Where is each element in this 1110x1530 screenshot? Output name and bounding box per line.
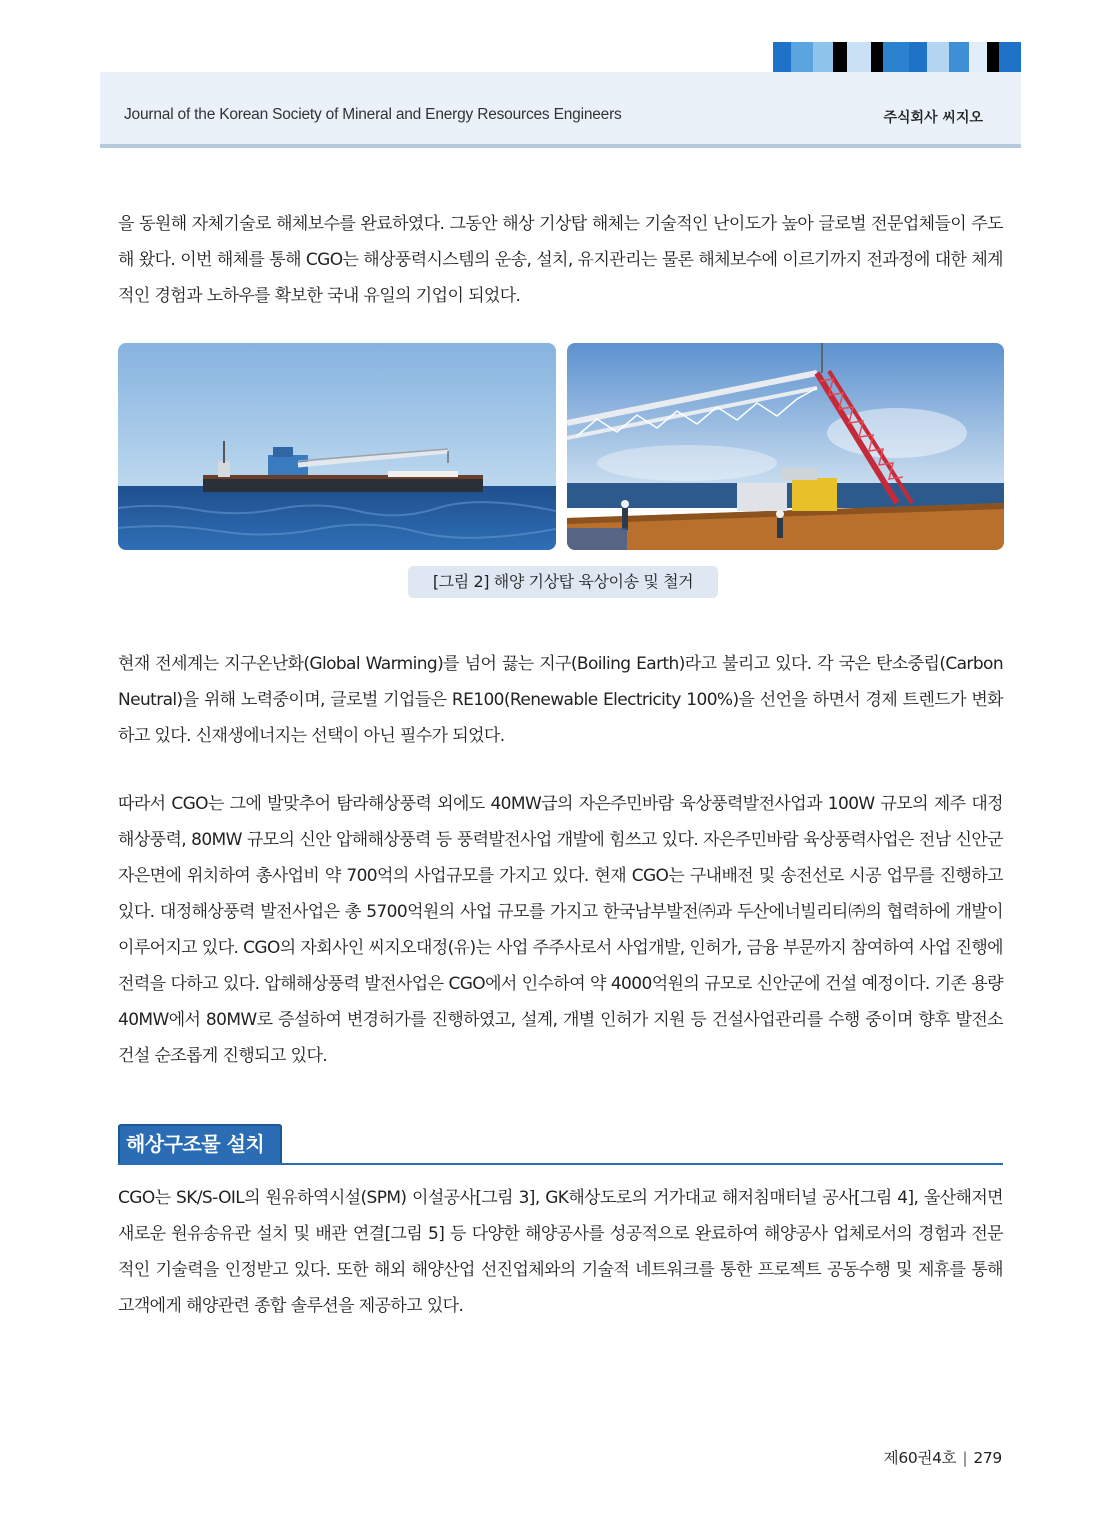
journal-title: Journal of the Korean Society of Mineral and Energy Resources Engineers bbox=[124, 106, 622, 123]
body-paragraph-1: 을 동원해 자체기술로 해체보수를 완료하였다. 그동안 해상 기상탑 해체는 기술적인 난이도가 높아 글로벌 전문업체들이 주도해 왔다. 이번 해체를 통해 CGO는 해상풍력시스템의 운송, 설치, 유지관리는 물론 해체보수에 이르기까지 전과정에 대한 체계적인 경험과 노하우를 확보한 국내 유일의 기업이 되었다. bbox=[118, 214, 1003, 306]
page-footer bbox=[884, 1446, 1002, 1468]
body-paragraph-3: 따라서 CGO는 그에 발맞추어 탐라해상풍력 외에도 40MW급의 자은주민바람 육상풍력발전사업과 100W 규모의 제주 대정해상풍력, 80MW 규모의 신안 압해해상풍력 등 풍력발전사업 개발에 힘쓰고 있다. 자은주민바람 육상풍력사업은 전남 신안군 자은면에 위치하여 총사업비 약 700억의 사업규모를 가지고 있다. 현재 CGO는 구내배전 및 송전선로 시공 업무를 진행하고 있다. 대정해상풍력 발전사업은 총 5700억원의 사업 규모를 가지고 한국남부발전㈜과 두산에너빌리티㈜의 협력하에 개발이 이루어지고 있다. CGO의 자회사인 씨지오대정(유)는 사업 주주사로서 사업개발, 인허가, 금융 부문까지 참여하여 사업 진행에 전력을 다하고 있다. 압해해상풍력 발전사업은 CGO에서 인수하여 약 4000억원의 규모로 신안군에 건설 예정이다. 기존 용량 40MW에서 80MW로 증설하여 변경허가를 진행하였고, 설계, 개별 인허가 지원 등 건설사업관리를 수행 중이며 향후 발전소 건설 순조롭게 진행되고 있다. bbox=[118, 794, 1004, 1066]
color-strip-block bbox=[813, 42, 833, 72]
crane-barge-at-sea-photo bbox=[118, 343, 556, 550]
page-number: 279 bbox=[973, 1449, 1002, 1467]
color-strip-block bbox=[987, 42, 999, 72]
crane-dismantling-on-deck-photo bbox=[567, 343, 1004, 550]
color-strip-block bbox=[773, 42, 791, 72]
body-paragraph-2: 현재 전세계는 지구온난화(Global Warming)를 넘어 끓는 지구(Boiling Earth)라고 불리고 있다. 각 국은 탄소중립(Carbon Neutral)을 위해 노력중이며, 글로벌 기업들은 RE100(Renewable Electricity 100%)을 선언을 하면서 경제 트렌드가 변화하고 있다. 신재생에너지는 선택이 아닌 필수가 되었다. bbox=[118, 654, 1003, 746]
footer-separator: | bbox=[962, 1449, 968, 1467]
header-color-strip bbox=[773, 42, 1021, 72]
company-name: 주식회사 씨지오 bbox=[883, 110, 983, 126]
color-strip-block bbox=[927, 42, 949, 72]
issue-number: 제60권4호 bbox=[883, 1449, 957, 1467]
color-strip-block bbox=[847, 42, 871, 72]
color-strip-block bbox=[909, 42, 927, 72]
color-strip-block bbox=[833, 42, 847, 72]
color-strip-block bbox=[883, 42, 909, 72]
color-strip-block bbox=[969, 42, 987, 72]
section-heading bbox=[118, 1124, 1003, 1165]
section-heading-label: 해상구조물 설치 bbox=[118, 1124, 282, 1163]
color-strip-block bbox=[999, 42, 1021, 72]
color-strip-block bbox=[949, 42, 969, 72]
color-strip-block bbox=[871, 42, 883, 72]
figure-caption: [그림 2] 해양 기상탑 육상이송 및 철거 bbox=[408, 566, 718, 598]
running-header bbox=[100, 72, 1021, 148]
color-strip-block bbox=[791, 42, 813, 72]
body-paragraph-4: CGO는 SK/S-OIL의 원유하역시설(SPM) 이설공사[그림 3], GK해상도로의 거가대교 해저침매터널 공사[그림 4], 울산해저면 새로운 원유송유관 설치 및 배관 연결[그림 5] 등 다양한 해양공사를 성공적으로 완료하여 해양공사 업체로서의 경험과 전문적인 기술력을 인정받고 있다. 또한 해외 해양산업 선진업체와의 기술적 네트워크를 통한 프로젝트 공동수행 및 제휴를 통해 고객에게 해양관련 종합 솔루션을 제공하고 있다. bbox=[118, 1188, 1003, 1316]
